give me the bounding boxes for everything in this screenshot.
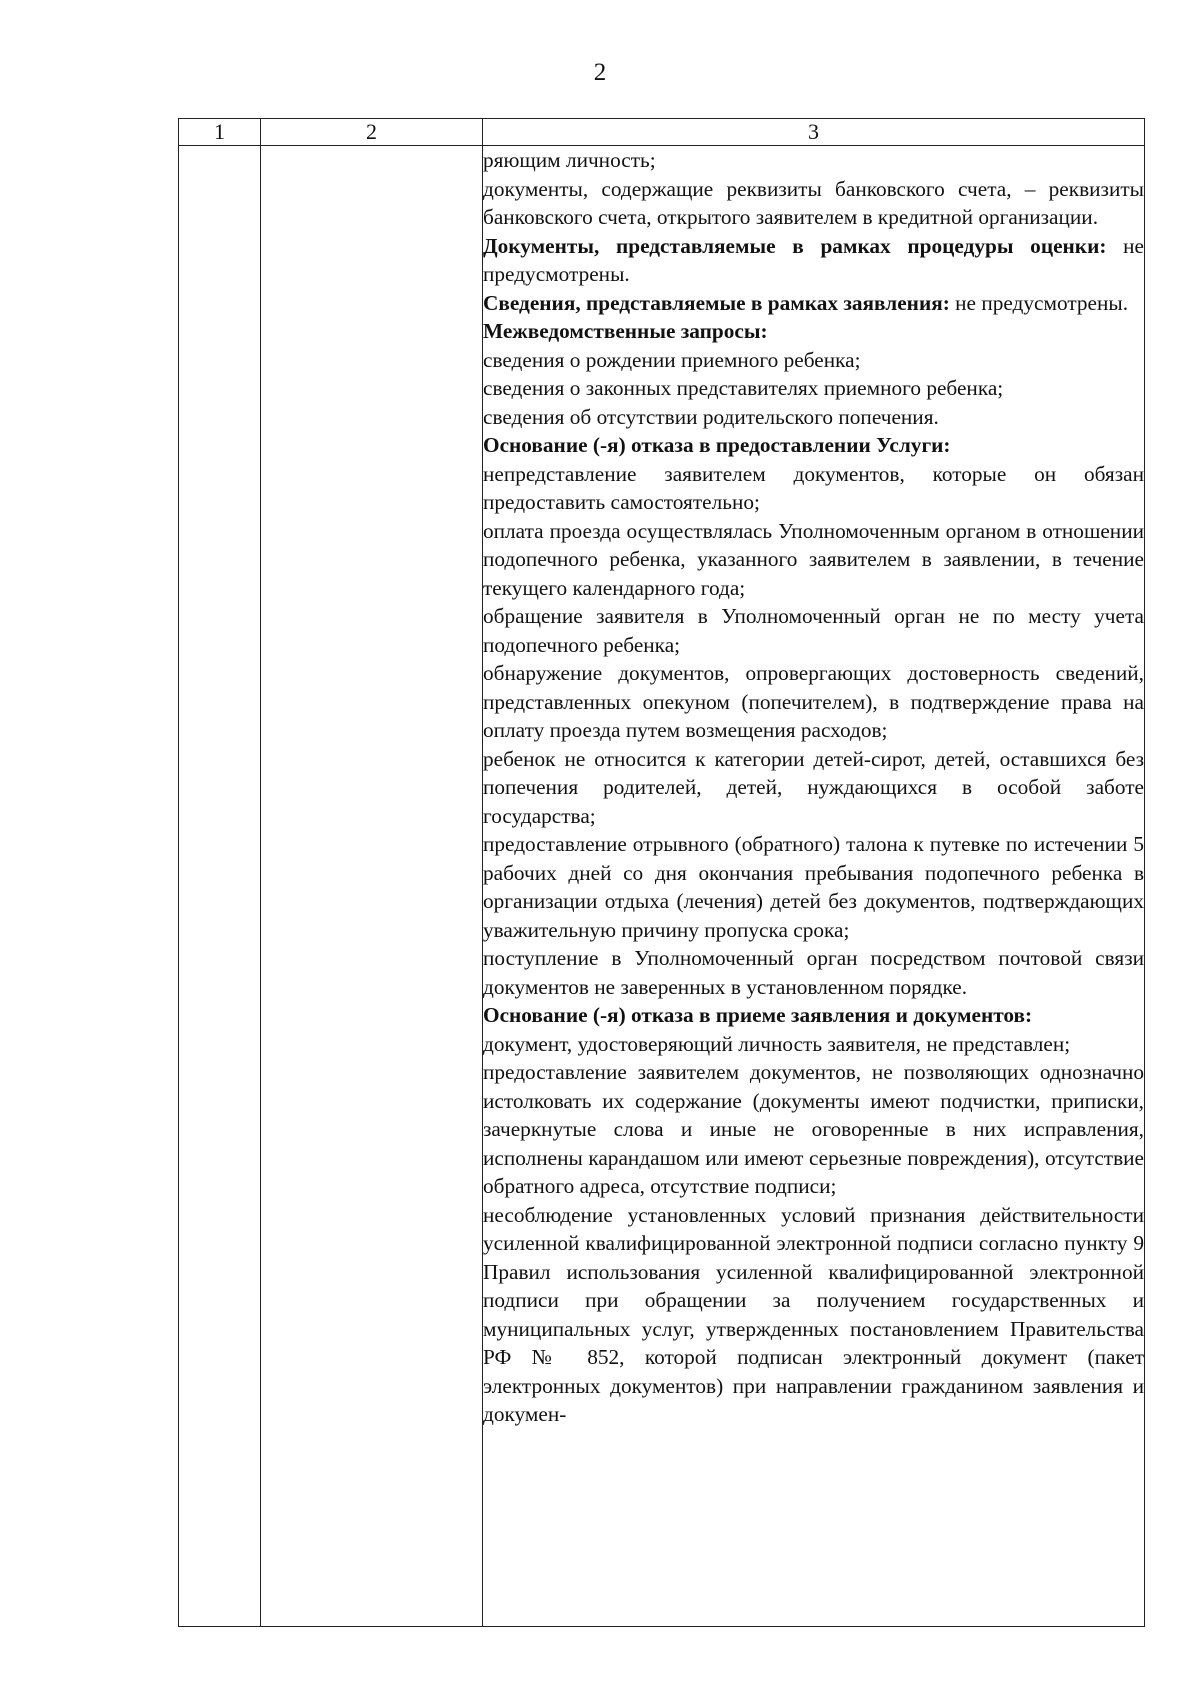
- paragraph: предоставление отрывного (обратного) талона к путевке по истечении 5 рабочих дней со дня окончания пребывания подопечного ребенка в организации отдыха (лечения) детей без документов, подтверждающих уважительную причину пропуска срока;: [483, 832, 1144, 942]
- column-header-2: 2: [261, 119, 483, 146]
- paragraph: сведения о законных представителях приемного ребенка;: [483, 376, 1004, 400]
- paragraph: предоставление заявителем документов, не позволяющих однозначно истолковать их содержание (документы имеют подчистки, приписки, зачеркнутые слова и иные не оговоренные в них исправления, исполнены карандашом или имеют серьезные повреждения), отсутствие обратного адреса, отсутствие подписи;: [483, 1060, 1144, 1198]
- paragraph: обнаружение документов, опровергающих достоверность сведений, представленных опекуном (попечителем), в подтверждение права на оплату проезда путем возмещения расходов;: [483, 661, 1144, 742]
- column-1-cell: [179, 146, 261, 1627]
- paragraph: документ, удостоверяющий личность заявителя, не представлен;: [483, 1031, 1071, 1056]
- paragraph: сведения об отсутствии родительского попечения.: [483, 404, 939, 429]
- column-2-cell: [261, 146, 483, 1627]
- paragraph: ребенок не относится к категории детей-сирот, детей, оставшихся без попечения родителей, детей, нуждающихся в особой заботе государства;: [483, 746, 1144, 828]
- paragraph: сведения о рождении приемного ребенка;: [483, 347, 861, 372]
- paragraph: несоблюдение установленных условий признания действительности усиленной квалифицированной электронной подписи согласно пункту 9 Правил использования усиленной квалифицированной электронной подписи при обращении за получением государственных и муниципальных услуг, утвержденных постановлением Правительства РФ № 852, которой подписан электронный документ (пакет электронных документов) при направлении гражданином заявления и докумен-: [483, 1202, 1144, 1426]
- paragraph: Сведения, представляемые в рамках заявления: не предусмотрены.: [483, 290, 1129, 315]
- document-table: [178, 118, 1145, 1627]
- column-header-1: 1: [179, 119, 261, 146]
- table-header-row: [179, 119, 1145, 146]
- paragraph: Межведомственные запросы:: [483, 319, 768, 343]
- column-3-cell: [483, 146, 1145, 1627]
- paragraph: обращение заявителя в Уполномоченный орган не по месту учета подопечного ребенка;: [483, 604, 1144, 657]
- paragraph: документы, содержащие реквизиты банковского счета, – реквизиты банковского счета, открытого заявителем в кредитной организации.: [483, 176, 1144, 229]
- paragraph: непредставление заявителем документов, которые он обязан предоставить самостоятельно;: [483, 461, 1144, 514]
- paragraph: Документы, представляемые в рамках процедуры оценки: не предусмотрены.: [483, 233, 1144, 286]
- paragraph: оплата проезда осуществлялась Уполномоченным органом в отношении подопечного ребенка, указанного заявителем в заявлении, в течение текущего календарного года;: [483, 518, 1144, 600]
- page-number: 2: [593, 59, 607, 86]
- column-header-3: 3: [483, 119, 1145, 146]
- paragraph: ряющим личность;: [483, 148, 656, 172]
- paragraph: Основание (-я) отказа в предоставлении Услуги:: [483, 433, 951, 457]
- table-row: [179, 146, 1145, 1627]
- paragraph: поступление в Уполномоченный орган посредством почтовой связи документов не заверенных в установленном порядке.: [483, 946, 1144, 999]
- paragraph: Основание (-я) отказа в приеме заявления и документов:: [483, 1003, 1033, 1027]
